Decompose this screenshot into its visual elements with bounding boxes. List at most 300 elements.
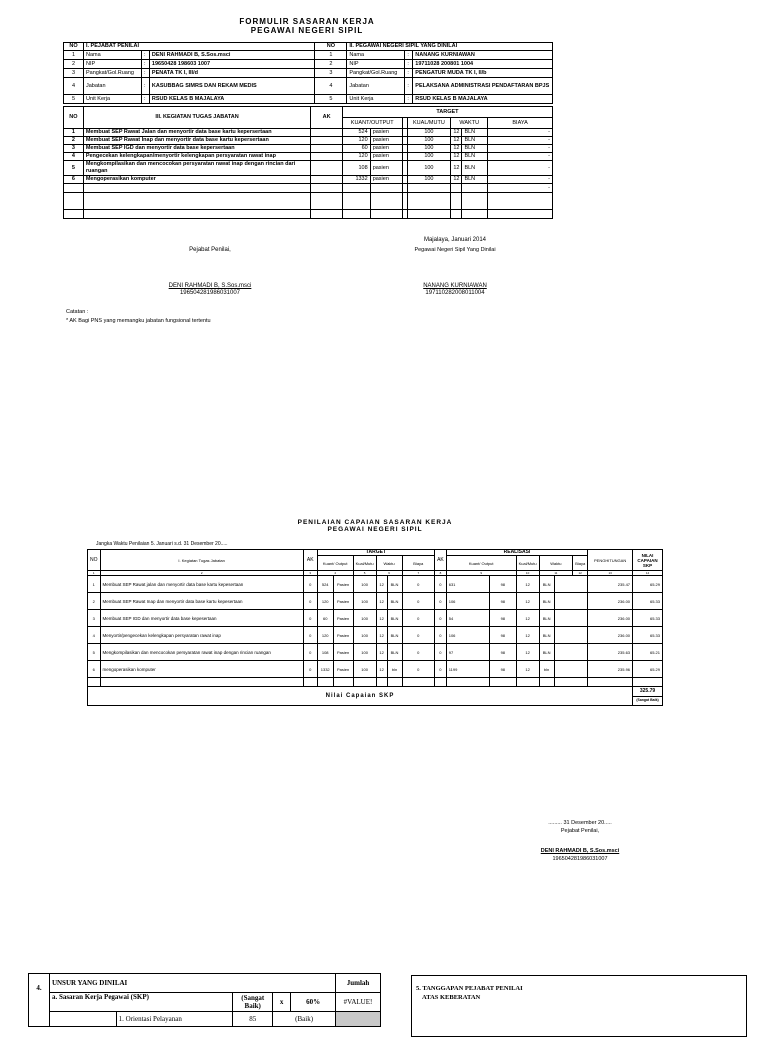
form3-skp-x: x [273, 993, 291, 1012]
form2-row [88, 576, 663, 593]
form1-empty-row [64, 193, 553, 210]
f2-ak: 0 [303, 610, 317, 627]
form2-sign-nip: 196504281986031007 [552, 856, 608, 862]
right-label: Pangkat/Gol.Ruang [347, 69, 405, 78]
left-no: 5 [64, 95, 84, 104]
f2-idx: 9 [446, 571, 516, 576]
form1-note-title: Catatan : [66, 309, 89, 315]
f2-rw: 12 [516, 576, 539, 593]
f2-ak: 0 [303, 644, 317, 661]
f2-idx: 5 [353, 571, 376, 576]
f2-rq: 1199 [446, 661, 489, 678]
right-no: 3 [315, 69, 347, 78]
form1-title-line1: FORMULIR SASARAN KERJA [239, 17, 375, 26]
left-no: 4 [64, 78, 84, 95]
task-name: Membuat SEP Rawat Jalan dan menyortir data base kartu kepersertaan [83, 129, 311, 137]
f2-rm: 98 [490, 661, 517, 678]
f2-twu: BLN [387, 593, 402, 610]
f2-tu: Pasien [333, 576, 353, 593]
left-sep: : [141, 60, 149, 69]
f2-twu: bln [387, 661, 402, 678]
task-waktu: 12 [451, 137, 462, 145]
f2-rw: 12 [516, 661, 539, 678]
left-value: PENATA TK I, III/d [149, 69, 315, 78]
f2-rm: 98 [490, 593, 517, 610]
form1-table [63, 42, 553, 104]
task-waktu: 12 [451, 145, 462, 153]
f2-hdr-target: TARGET [317, 550, 434, 556]
f2-idx: 10 [516, 571, 539, 576]
form1-task-row [64, 137, 553, 145]
form1-empty-row [64, 184, 553, 193]
f2-sub-biaya: Biaya [402, 556, 435, 571]
f2-tq: 120 [317, 627, 333, 644]
f2-ak: 0 [303, 576, 317, 593]
f2-ak2: 0 [435, 661, 447, 678]
form2-sign-name: DENI RAHMADI B, S.Sos.msci [540, 848, 620, 854]
f2-rw: 12 [516, 627, 539, 644]
f2-idx: 12 [573, 571, 588, 576]
left-no: 3 [64, 69, 84, 78]
task-name: Pengecekan kelengkapan/menyortir kelengkapan persyaratan rawat inap [83, 153, 311, 161]
f2-tq: 60 [317, 610, 333, 627]
form1-right-sign-name: NANANG KURNIAWAN [423, 283, 487, 289]
task-qty: 524 [342, 129, 370, 137]
f2-idx: 3 [303, 571, 317, 576]
f2-idx: 8 [435, 571, 447, 576]
f2-tw: 12 [376, 576, 387, 593]
f2-rw: 12 [516, 644, 539, 661]
f2-nilai: 65.29 [633, 661, 663, 678]
task-name: Mengkompilasikan dan mencocokan persyaratan rawat inap dengan rincian dari ruangan [83, 161, 311, 176]
f2-rm: 98 [490, 644, 517, 661]
f2-twu: BLN [387, 627, 402, 644]
form2-period: Jangka Waktu Penilaian 5. Januari s.d. 31 Desember 20..... [96, 541, 228, 547]
task-biaya: - [488, 161, 553, 176]
f2-idx: 11 [539, 571, 573, 576]
f2-idx: 2 [100, 571, 303, 576]
task-mutu: 100 [407, 153, 451, 161]
right-no: 5 [315, 95, 347, 104]
task-wunit: BLN [462, 161, 488, 176]
f2-nilai: 65.33 [633, 593, 663, 610]
task-name: Mengoperasikan komputer [83, 176, 311, 184]
task-unit: pasien [370, 145, 402, 153]
form1-info-row [64, 95, 553, 104]
tasks-hdr-ak: AK [311, 107, 342, 129]
f2-rwu: BLN [539, 610, 554, 627]
tasks-hdr-no: NO [64, 107, 84, 129]
f2-tm: 100 [353, 576, 376, 593]
tasks-hdr-biaya: BIAYA [488, 118, 553, 129]
form3-orientasi-label: 1. Orientasi Pelayanan [116, 1012, 233, 1027]
f2-rw: 12 [516, 610, 539, 627]
task-qty: 108 [342, 161, 370, 176]
right-label: NIP [347, 60, 405, 69]
f2-tq: 120 [317, 593, 333, 610]
f2-no: 1 [88, 576, 101, 593]
f2-tm: 100 [353, 593, 376, 610]
form2-title [195, 519, 555, 533]
left-sep: : [141, 78, 149, 95]
task-name: Membuat SEP Rawat Inap dan menyortir data base kartu kepersertaan [83, 137, 311, 145]
task-name: Membuat SEP IGD dan menyortir data base kepersertaan [83, 145, 311, 153]
form1-task-row [64, 153, 553, 161]
tasks-hdr-target: TARGET [342, 107, 552, 118]
f2-tm: 100 [353, 644, 376, 661]
f2-name: Membuat SEP IGD dan menyortir data base kepesertaan [100, 610, 303, 627]
form2-row [88, 593, 663, 610]
f2-idx: 4 [317, 571, 353, 576]
right-label: Jabatan [347, 78, 405, 95]
f2-tb: 0 [402, 593, 435, 610]
left-label: Pangkat/Gol.Ruang [83, 69, 141, 78]
form3-skp-pct: 60% [291, 993, 336, 1012]
left-sep: : [141, 51, 149, 60]
form2-row [88, 610, 663, 627]
form1-title [0, 17, 614, 35]
task-mutu: 100 [407, 137, 451, 145]
task-no: 6 [64, 176, 84, 184]
f2-hdr-penghitungan: PENGHITUNGAN [588, 550, 633, 571]
f2-hit: 236.00 [588, 610, 633, 627]
f2-name: mengoperasikan komputer [100, 661, 303, 678]
left-label: Jabatan [83, 78, 141, 95]
f2-idx: 6 [376, 571, 402, 576]
task-wunit: BLN [462, 153, 488, 161]
form1-tasks-table [63, 106, 553, 219]
f2-tu: Pasien [333, 627, 353, 644]
f2-tq: 524 [317, 576, 333, 593]
f2-hdr-nilai: NILAI CAPAIAN SKP [633, 550, 663, 571]
form1-left-sign-nip: 196504281986031007 [179, 290, 241, 296]
task-biaya: - [488, 153, 553, 161]
task-no: 2 [64, 137, 84, 145]
form3-orientasi-row [29, 1012, 381, 1027]
left-no: 2 [64, 60, 84, 69]
form1-info-row [64, 78, 553, 95]
task-biaya-extra: - [488, 184, 553, 193]
f2-ak2: 0 [435, 610, 447, 627]
right-label: Unit Kerja [347, 95, 405, 104]
f2-twu: BLN [387, 610, 402, 627]
form1-tasks-header [64, 107, 553, 118]
f2-rm: 98 [490, 576, 517, 593]
f2-hit: 235.96 [588, 661, 633, 678]
f2-twu: BLN [387, 576, 402, 593]
f2-rwu: BLN [539, 576, 554, 593]
form3-orientasi-score: 85 [233, 1012, 273, 1027]
task-wunit: BLN [462, 145, 488, 153]
f2-twu: BLN [387, 644, 402, 661]
f2-rb [554, 644, 588, 661]
f2-name: Membuat SEP Rawat Inap dan menyortir data base kartu kepesertaan [100, 593, 303, 610]
left-sep: : [141, 95, 149, 104]
f2-idx: 14 [633, 571, 663, 576]
form2-total-row [88, 687, 663, 697]
form3-unsur: UNSUR YANG DINILAI [49, 974, 335, 993]
task-mutu: 100 [407, 129, 451, 137]
left-value: DENI RAHMADI B, S.Sos.msci [149, 51, 315, 60]
f2-tw: 12 [376, 661, 387, 678]
f2-rb [554, 610, 588, 627]
task-mutu: 100 [407, 176, 451, 184]
form3-tanggapan-box [411, 975, 747, 1037]
task-biaya: - [488, 137, 553, 145]
form1-right-sign-nip: 197110282008011004 [425, 290, 485, 296]
right-sep: : [405, 51, 413, 60]
f2-hit: 235.63 [588, 644, 633, 661]
task-wunit: BLN [462, 176, 488, 184]
f2-total-value: 325.79 [633, 687, 663, 697]
form1-left-sign-name: DENI RAHMADI B, S.Sos.msci [168, 283, 252, 289]
right-sep: : [405, 78, 413, 95]
f2-tw: 12 [376, 593, 387, 610]
form1-title-line2: PEGAWAI NEGERI SIPIL [250, 26, 364, 35]
f2-tw: 12 [376, 627, 387, 644]
form1-note-text: * AK Bagi PNS yang memangku jabatan fungsional tertentu [66, 318, 211, 324]
f2-rwu: BLN [539, 593, 554, 610]
form1-hdr-pegawai: II. PEGAWAI NEGERI SIPIL YANG DINILAI [347, 43, 553, 51]
f2-ak: 0 [303, 661, 317, 678]
form2-date: ......... 31 Desember 20..... [548, 820, 612, 826]
form1-info-row [64, 51, 553, 60]
form1-task-row [64, 145, 553, 153]
form3-tanggapan-title: 5. TANGGAPAN PEJABAT PENILAI [416, 985, 523, 992]
form2-row [88, 661, 663, 678]
f2-idx: 13 [588, 571, 633, 576]
f2-no: 2 [88, 593, 101, 610]
f2-hit: 236.00 [588, 627, 633, 644]
task-no: 5 [64, 161, 84, 176]
form3-table [28, 973, 381, 1027]
f2-idx: 1 [88, 571, 101, 576]
form1-header-row [64, 43, 553, 51]
f2-rwu: BLN [539, 644, 554, 661]
f2-sub-waktu-r: Waktu [539, 556, 573, 571]
form3-no: 4. [29, 974, 50, 1027]
form3-tanggapan-sub: ATAS KEBERATAN [422, 994, 481, 1001]
tasks-hdr-waktu: WAKTU [451, 118, 488, 129]
tasks-hdr-kegiatan: III. KEGIATAN TUGAS JABATAN [83, 107, 311, 129]
f2-sub-kual-r: Kual/Mutu [516, 556, 539, 571]
f2-tu: Pasien [333, 644, 353, 661]
left-no: 1 [64, 51, 84, 60]
f2-rwu: bln [539, 661, 554, 678]
right-value: RSUD KELAS B MAJALAYA [413, 95, 553, 104]
task-wunit: BLN [462, 129, 488, 137]
f2-rm: 98 [490, 610, 517, 627]
f2-tw: 12 [376, 644, 387, 661]
f2-ak: 0 [303, 627, 317, 644]
form2-row [88, 644, 663, 661]
left-label: Unit Kerja [83, 95, 141, 104]
f2-tu: Pasien [333, 610, 353, 627]
task-waktu: 12 [451, 129, 462, 137]
form1-info-row [64, 60, 553, 69]
f2-tu: Pasien [333, 661, 353, 678]
left-label: Nama [83, 51, 141, 60]
f2-ak2: 0 [435, 644, 447, 661]
form2-table [87, 549, 663, 706]
right-value: PELAKSANA ADMINISTRASI PENDAFTARAN BPJS [413, 78, 553, 95]
tasks-hdr-kuant: KUANT/OUTPUT [342, 118, 402, 129]
form1-task-row [64, 161, 553, 176]
form1-hdr-no-right: NO [315, 43, 347, 51]
f2-ak2: 0 [435, 593, 447, 610]
f2-nilai: 65.29 [633, 576, 663, 593]
f2-no: 3 [88, 610, 101, 627]
right-sep: : [405, 95, 413, 104]
left-value: RSUD KELAS B MAJALAYA [149, 95, 315, 104]
f2-hit: 235.47 [588, 576, 633, 593]
f2-idx: 7 [402, 571, 435, 576]
f2-rq: 106 [446, 627, 489, 644]
right-label: Nama [347, 51, 405, 60]
form3-skp-row [29, 993, 381, 1012]
task-no: 3 [64, 145, 84, 153]
form1-left-sign-title: Pejabat Penilai, [189, 247, 231, 253]
f2-no: 6 [88, 661, 101, 678]
task-qty: 1332 [342, 176, 370, 184]
f2-rb [554, 627, 588, 644]
f2-sub-waktu: Waktu [376, 556, 402, 571]
task-waktu: 12 [451, 161, 462, 176]
f2-hdr-no: NO [88, 550, 101, 571]
f2-total-grade: (Sangat Baik) [633, 696, 663, 706]
f2-sub-kuant-r: Kuant/ Output [446, 556, 516, 571]
task-waktu: 12 [451, 153, 462, 161]
f2-rq: 54 [446, 610, 489, 627]
form3-orientasi-grade: (Baik) [273, 1012, 336, 1027]
right-no: 1 [315, 51, 347, 60]
right-value: PENGATUR MUDA TK I, II/b [413, 69, 553, 78]
f2-tq: 1332 [317, 661, 333, 678]
f2-tm: 100 [353, 610, 376, 627]
f2-name: Mengkompilasikan dan mencocokan persyaratan rawat inap dengan rincian ruangan [100, 644, 303, 661]
form2-title-line2: PEGAWAI NEGERI SIPIL [327, 526, 423, 533]
task-unit: pasien [370, 161, 402, 176]
task-biaya: - [488, 176, 553, 184]
form1-task-row [64, 176, 553, 184]
f2-no: 4 [88, 627, 101, 644]
f2-rb [554, 593, 588, 610]
left-value: 19650428 198603 1007 [149, 60, 315, 69]
task-biaya: - [488, 129, 553, 137]
form1-info-row [64, 69, 553, 78]
f2-hdr-realisasi: REALISASI [446, 550, 587, 556]
form2-row [88, 627, 663, 644]
form1-task-row [64, 129, 553, 137]
f2-tb: 0 [402, 644, 435, 661]
f2-ak: 0 [303, 593, 317, 610]
task-biaya: - [488, 145, 553, 153]
task-unit: pasien [370, 176, 402, 184]
form1-right-sign-title: Pegawai Negeri Sipil Yang Dinilai [414, 247, 496, 253]
f2-tw: 12 [376, 610, 387, 627]
task-no: 1 [64, 129, 84, 137]
f2-tm: 100 [353, 661, 376, 678]
f2-rq: 631 [446, 576, 489, 593]
left-label: NIP [83, 60, 141, 69]
task-no: 4 [64, 153, 84, 161]
form3-skp-value: #VALUE! [336, 993, 381, 1012]
right-sep: : [405, 69, 413, 78]
f2-tu: Pasien [333, 593, 353, 610]
f2-rm: 98 [490, 627, 517, 644]
form2-sign-title: Pejabat Penilai, [560, 828, 600, 834]
right-value: NANANG KURNIAWAN [413, 51, 553, 60]
task-qty: 60 [342, 145, 370, 153]
form3-header-row [29, 974, 381, 993]
form2-blank-row [88, 678, 663, 687]
form3-skp-label: a. Sasaran Kerja Pegawai (SKP) [49, 993, 232, 1012]
left-sep: : [141, 69, 149, 78]
task-wunit: BLN [462, 137, 488, 145]
f2-nilai: 65.21 [633, 644, 663, 661]
f2-rw: 12 [516, 593, 539, 610]
task-mutu: 100 [407, 145, 451, 153]
f2-tb: 0 [402, 661, 435, 678]
f2-hdr-ak2: AK [435, 550, 447, 571]
right-no: 4 [315, 78, 347, 95]
f2-rb [554, 661, 588, 678]
f2-tm: 100 [353, 627, 376, 644]
f2-sub-kual: Kual/Mutu [353, 556, 376, 571]
f2-ak2: 0 [435, 576, 447, 593]
left-value: KASUBBAG SIMRS DAN REKAM MEDIS [149, 78, 315, 95]
form3-jumlah: Jumlah [336, 974, 381, 993]
f2-hdr-ak: AK [303, 550, 317, 571]
task-unit: pasien [370, 153, 402, 161]
f2-tq: 108 [317, 644, 333, 661]
task-unit: pasien [370, 137, 402, 145]
task-mutu: 100 [407, 161, 451, 176]
f2-tb: 0 [402, 576, 435, 593]
right-no: 2 [315, 60, 347, 69]
f2-sub-biaya-r: Biaya [573, 556, 588, 571]
task-waktu: 12 [451, 176, 462, 184]
right-sep: : [405, 60, 413, 69]
f2-hit: 236.00 [588, 593, 633, 610]
tasks-hdr-kual: KUAL/MUTU [407, 118, 451, 129]
f2-name: Menyortir/pengecekan kelengkapan persyaratan rawat inap [100, 627, 303, 644]
form1-place-date: Majalaya, Januari 2014 [423, 237, 487, 243]
task-unit: pasien [370, 129, 402, 137]
task-qty: 120 [342, 153, 370, 161]
f2-hdr-kegiatan: I. Kegiatan Tugas Jabatan [100, 550, 303, 571]
f2-rwu: BLN [539, 627, 554, 644]
f2-rq: 97 [446, 644, 489, 661]
f2-rq: 106 [446, 593, 489, 610]
f2-nilai: 65.33 [633, 610, 663, 627]
form1-empty-row [64, 210, 553, 219]
f2-sub-kuant: Kuant/ Output [317, 556, 353, 571]
form3-skp-grade: (Sangat Baik) [233, 993, 273, 1012]
form1-hdr-no-left: NO [64, 43, 84, 51]
f2-nilai-label: Nilai Capaian SKP [88, 687, 633, 706]
task-qty: 120 [342, 137, 370, 145]
f2-no: 5 [88, 644, 101, 661]
f2-tb: 0 [402, 627, 435, 644]
f2-name: Membuat SEP Rawat jalan dan menyortir data base kartu kepesertaan [100, 576, 303, 593]
form1-hdr-pejabat: I. PEJABAT PENILAI [83, 43, 314, 51]
f2-tb: 0 [402, 610, 435, 627]
f2-nilai: 65.33 [633, 627, 663, 644]
f2-rb [554, 576, 588, 593]
f2-ak2: 0 [435, 627, 447, 644]
form2-title-line1: PENILAIAN CAPAIAN SASARAN KERJA [297, 519, 453, 526]
